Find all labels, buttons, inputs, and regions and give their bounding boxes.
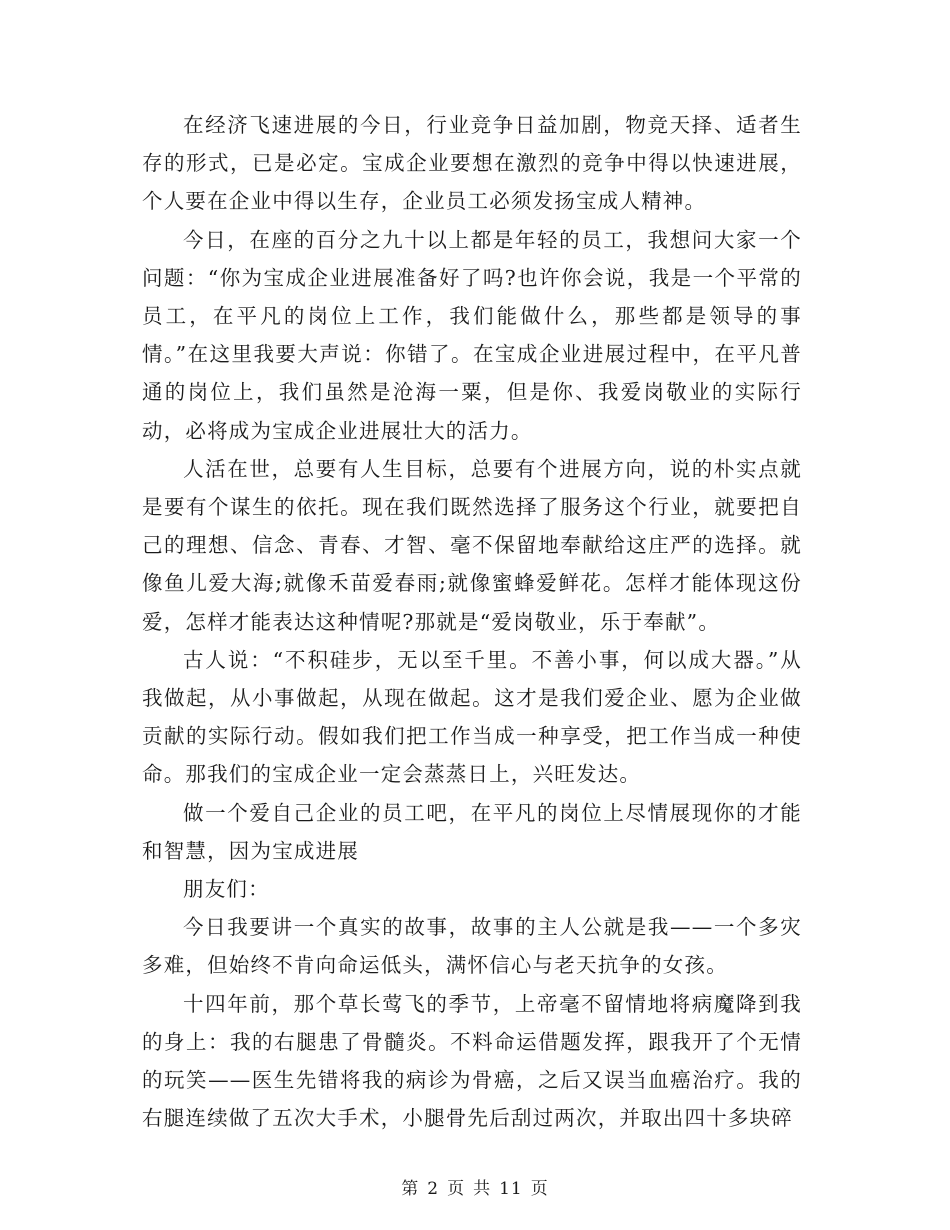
- current-page-number: 2: [427, 1179, 440, 1199]
- paragraph: 十四年前，那个草长莺飞的季节，上帝毫不留情地将病魔降到我的身上：我的右腿患了骨髓炎。不料命运借题发挥，跟我开了个无情的玩笑——医生先错将我的病诊为骨癌，之后又误当血癌治疗。我的右腿连续做了五次大手术，小腿骨先后刮过两次，并取出四十多块碎: [142, 991, 802, 1131]
- paragraph: 人活在世，总要有人生目标，总要有个进展方向，说的朴实点就是要有个谋生的依托。现在我们既然选择了服务这个行业，就要把自己的理想、信念、青春、才智、毫不保留地奉献给这庄严的选择。就像鱼儿爱大海;就像禾苗爱春雨;就像蜜蜂爱鲜花。怎样才能体现这份爱，怎样才能表达这种情呢?那就是“爱岗敬业，乐于奉献”。: [142, 456, 802, 634]
- paragraph: 做一个爱自己企业的员工吧，在平凡的岗位上尽情展现你的才能和智慧，因为宝成进展: [142, 800, 802, 863]
- paragraph: 在经济飞速进展的今日，行业竞争日益加剧，物竞天择、适者生存的形式，已是必定。宝成企业要想在激烈的竞争中得以快速进展，个人要在企业中得以生存，企业员工必须发扬宝成人精神。: [142, 113, 802, 214]
- paragraph: 今日，在座的百分之九十以上都是年轻的员工，我想问大家一个问题：“你为宝成企业进展准备好了吗?也许你会说，我是一个平常的员工，在平凡的岗位上工作，我们能做什么，那些都是领导的事情。”在这里我要大声说：你错了。在宝成企业进展过程中，在平凡普通的岗位上，我们虽然是沧海一粟，但是你、我爱岗敬业的实际行动，必将成为宝成企业进展壮大的活力。: [142, 227, 802, 443]
- footer-total-unit: 页: [530, 1179, 549, 1199]
- total-pages-number: 11: [499, 1179, 523, 1199]
- paragraph: 今日我要讲一个真实的故事，故事的主人公就是我——一个多灾多难，但始终不肯向命运低头，满怀信心与老天抗争的女孩。: [142, 915, 802, 978]
- footer-total-label: 共: [473, 1179, 492, 1199]
- salutation: 朋友们：: [183, 877, 270, 902]
- paragraph: 古人说：“不积硅步，无以至千里。不善小事，何以成大器。”从我做起，从小事做起，从现在做起。这才是我们爱企业、愿为企业做贡献的实际行动。假如我们把工作当成一种享受，把工作当成一种使命。那我们的宝成企业一定会蒸蒸日上，兴旺发达。: [142, 647, 802, 787]
- page-footer: [0, 1174, 950, 1199]
- footer-prefix: 第: [401, 1179, 420, 1199]
- footer-page-unit: 页: [447, 1179, 466, 1199]
- document-body: [142, 106, 802, 1137]
